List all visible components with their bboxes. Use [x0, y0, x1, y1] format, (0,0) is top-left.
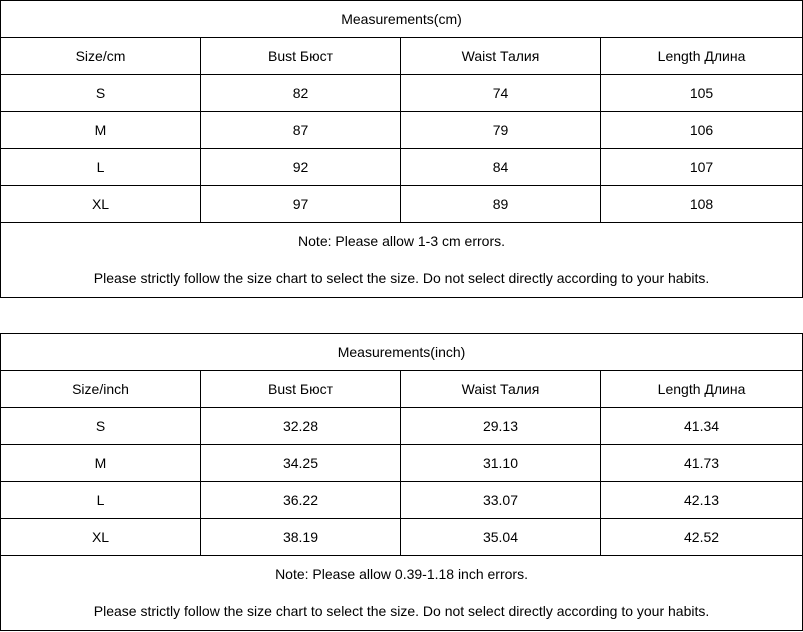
length-cell: 107 — [601, 149, 803, 186]
waist-cell: 29.13 — [401, 408, 601, 445]
header-length: Length Длина — [601, 38, 803, 75]
length-cell: 42.52 — [601, 519, 803, 556]
table-row — [1, 482, 803, 519]
error-note: Note: Please allow 1-3 cm errors. — [298, 233, 505, 249]
table-title: Measurements(inch) — [1, 334, 803, 371]
table-row — [1, 112, 803, 149]
table-row — [1, 149, 803, 186]
length-cell: 41.73 — [601, 445, 803, 482]
length-cell: 41.34 — [601, 408, 803, 445]
table-title-row — [1, 1, 803, 38]
waist-cell: 35.04 — [401, 519, 601, 556]
waist-cell: 89 — [401, 186, 601, 223]
size-cell: L — [1, 482, 201, 519]
waist-cell: 31.10 — [401, 445, 601, 482]
size-cell: XL — [1, 519, 201, 556]
note-cell — [1, 223, 803, 298]
size-cell: S — [1, 75, 201, 112]
size-chart-inch — [0, 333, 803, 631]
note-row — [1, 556, 803, 631]
bust-cell: 38.19 — [201, 519, 401, 556]
size-cell: XL — [1, 186, 201, 223]
header-length: Length Длина — [601, 371, 803, 408]
waist-cell: 79 — [401, 112, 601, 149]
table-row — [1, 519, 803, 556]
table-row — [1, 445, 803, 482]
length-cell: 42.13 — [601, 482, 803, 519]
header-size: Size/inch — [1, 371, 201, 408]
length-cell: 108 — [601, 186, 803, 223]
header-bust: Bust Бюст — [201, 371, 401, 408]
bust-cell: 82 — [201, 75, 401, 112]
table-header-row — [1, 371, 803, 408]
size-cell: M — [1, 112, 201, 149]
instruction-note: Please strictly follow the size chart to select the size. Do not select directly according to your habits. — [93, 603, 710, 619]
size-cell: L — [1, 149, 201, 186]
error-note: Note: Please allow 0.39-1.18 inch errors. — [275, 566, 528, 582]
bust-cell: 32.28 — [201, 408, 401, 445]
size-chart-cm — [0, 0, 803, 298]
length-cell: 105 — [601, 75, 803, 112]
header-waist: Waist Талия — [401, 371, 601, 408]
table-title-row — [1, 334, 803, 371]
note-cell — [1, 556, 803, 631]
bust-cell: 36.22 — [201, 482, 401, 519]
size-cell: S — [1, 408, 201, 445]
bust-cell: 92 — [201, 149, 401, 186]
header-bust: Bust Бюст — [201, 38, 401, 75]
table-header-row — [1, 38, 803, 75]
instruction-note: Please strictly follow the size chart to select the size. Do not select directly according to your habits. — [93, 270, 710, 286]
waist-cell: 74 — [401, 75, 601, 112]
table-title: Measurements(cm) — [1, 1, 803, 38]
table-row — [1, 75, 803, 112]
length-cell: 106 — [601, 112, 803, 149]
size-cell: M — [1, 445, 201, 482]
table-row — [1, 186, 803, 223]
bust-cell: 87 — [201, 112, 401, 149]
table-row — [1, 408, 803, 445]
waist-cell: 84 — [401, 149, 601, 186]
header-size: Size/cm — [1, 38, 201, 75]
waist-cell: 33.07 — [401, 482, 601, 519]
header-waist: Waist Талия — [401, 38, 601, 75]
bust-cell: 97 — [201, 186, 401, 223]
note-row — [1, 223, 803, 298]
bust-cell: 34.25 — [201, 445, 401, 482]
